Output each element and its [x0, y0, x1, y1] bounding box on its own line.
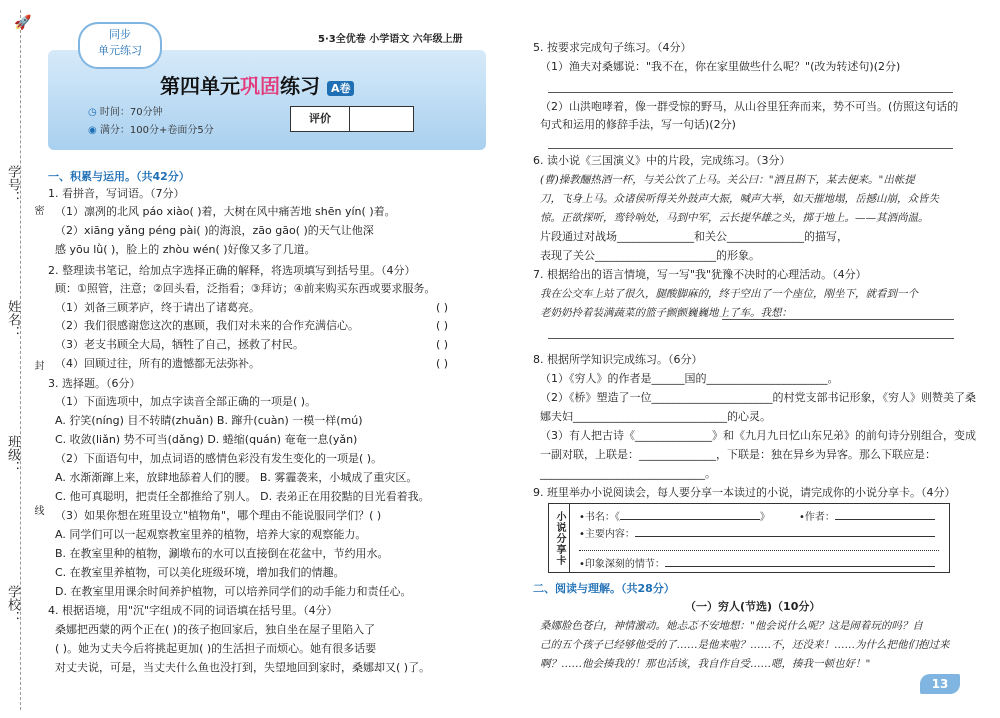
novel-share-card — [548, 503, 950, 573]
q5-1-stem: （1）渔夫对桑娜说："我不在，你在家里做些什么呢？"(改为转述句)(2分) — [540, 60, 901, 73]
score-text: 满分：100分+卷面分5分 — [99, 125, 214, 136]
q3-2-stem: （2）下面语句中，加点词语的感情色彩没有发生变化的一项是( )。 — [55, 452, 383, 465]
q7-title: 7. 根据给出的语言情境，写一写"我"犹豫不决时的心理活动。（4分） — [533, 268, 867, 281]
q8-3-cont: 一副对联，上联是：______________，下联是：独在异乡为异客。那么下联应是： — [540, 448, 936, 461]
cut-mark-close: 密 — [32, 205, 43, 215]
q2-item-1: （1）刘备三顾茅庐，终于请出了诸葛亮。 — [55, 301, 260, 314]
q8-1: （1）《穷人》的作者是______国的______________________。 — [540, 372, 839, 385]
card-author-label: •作者： — [799, 512, 835, 523]
evaluation-box — [290, 106, 414, 132]
class-label: 班级： — [5, 435, 20, 474]
name-label: 姓名： — [5, 300, 20, 339]
q2-item-4: （4）回顾过往，所有的遗憾都无法弥补。 — [55, 357, 260, 370]
card-author-field[interactable] — [799, 507, 935, 525]
cut-mark-seal: 封 — [32, 360, 43, 370]
reading-title: （一）穷人(节选)（10分） — [685, 600, 821, 613]
q8-2: （2）《桥》塑造了一位______________________的村党支部书记形象，《穷人》则赞美了桑 — [540, 391, 976, 404]
q4-title: 4. 根据语境，用"沉"字组成不同的词语填在括号里。（4分） — [48, 604, 338, 617]
q2-answer-4[interactable]: ( ) — [436, 357, 449, 370]
score-info — [88, 124, 214, 138]
reading-line-3: 啊？……他会揍我的！那也活该，我自作自受……嗯，揍我一顿也好！" — [540, 658, 871, 670]
q4-line-1: 桑娜把西蒙的两个正在( )的孩子抱回家后，独自坐在屋子里陷入了 — [55, 623, 376, 636]
q6-passage-2: 刀，飞身上马。众诸侯听得关外鼓声大振，喊声大举，如天摧地塌，岳撼山崩，众皆失 — [540, 193, 939, 205]
card-plot-label: •印象深刻的情节： — [579, 559, 665, 570]
q2-answer-3[interactable]: ( ) — [436, 338, 449, 351]
q3-3-stem: （3）如果你想在班里设立"植物角"，哪个理由不能说服同学们？( ) — [55, 509, 382, 522]
card-book-label: •书名：《 — [579, 512, 620, 523]
q9-title: 9. 班里举办小说阅读会，每人要分享一本读过的小说，请完成你的小说分享卡。（4分） — [533, 486, 956, 499]
reading-line-1: 桑娜脸色苍白，神情激动。她忐忑不安地想："他会说什么呢？这是闹着玩的吗？自 — [540, 620, 923, 632]
card-content-field[interactable] — [579, 524, 935, 542]
q6-passage-1: (曹)操教酾热酒一杯，与关公饮了上马。关公曰："酒且斟下，某去便来。"出帐提 — [540, 174, 915, 186]
q2-item-2: （2）我们很感谢您这次的惠顾，我们对未来的合作充满信心。 — [55, 319, 359, 332]
q3-3-option-b: B. 在教室里种的植物，涮墩布的水可以直接倒在花盆中，节约用水。 — [55, 547, 389, 560]
q3-2-options-cd: C. 他可真聪明，把责任全都推给了别人。 D. 表弟正在用狡黠的目光看着我。 — [55, 490, 430, 503]
q8-3-answer: ______________________________。 — [540, 467, 716, 480]
card-book-field[interactable] — [579, 507, 770, 525]
q6-question-2: 表现了关公______________________的形象。 — [540, 249, 760, 262]
q3-2-options-ab: A. 水渐渐蹿上来，放肆地舔着人们的腰。 B. 雾霾袭来，小城成了重灾区。 — [55, 471, 418, 484]
q1-line-2: （2）xiāng yǎng péng pài( )的海浪，zāo gāo( )的天气让他深 — [55, 224, 374, 237]
title-suffix: 练习 — [280, 74, 320, 98]
title-tag: A卷 — [327, 81, 355, 96]
q3-3-option-d: D. 在教室里用课余时间养护植物，可以培养同学们的动手能力和责任心。 — [55, 585, 412, 598]
q1-line-1: （1）凛冽的北风 páo xiào( )着，大树在风中痛苦地 shēn yín( )着。 — [55, 205, 396, 218]
q5-2-answer-line[interactable] — [548, 148, 953, 149]
q5-2-stem: （2）山洪咆哮着，像一群受惊的野马，从山谷里狂奔而来，势不可当。(仿照这句话的 — [540, 100, 959, 113]
q6-title: 6. 读小说《三国演义》中的片段，完成练习。（3分） — [533, 154, 791, 167]
q6-passage-3: 惊。正欲探听，鸾铃响处，马到中军，云长提华雄之头，掷于地上。——其酒尚温。 — [540, 212, 929, 224]
title-prefix: 第四单元 — [160, 74, 240, 98]
q7-answer-line-2[interactable] — [548, 338, 954, 339]
q3-3-option-c: C. 在教室里养植物，可以美化班级环境，增加我们的情趣。 — [55, 566, 345, 579]
title-highlight: 巩固 — [240, 74, 280, 98]
q2-definitions: 顾：①照管，注意；②回头看，泛指看；③拜访；④前来购买东西或要求服务。 — [55, 282, 436, 295]
q7-context-2: 老奶奶拎着装满蔬菜的篮子颤颤巍巍地上了车。我想： — [540, 307, 792, 319]
unit-badge: 同步 单元练习 — [78, 22, 162, 69]
q1-title: 1. 看拼音，写词语。（7分） — [48, 187, 185, 200]
page-number: 13 — [931, 677, 949, 691]
q2-item-3: （3）老支书顾全大局，牺牲了自己，拯救了村民。 — [55, 338, 304, 351]
cut-mark-line: 线 — [32, 505, 43, 515]
section-1-heading: 一、积累与运用。（共42分） — [48, 170, 190, 183]
clock-icon: ◷ — [88, 107, 97, 118]
q3-1-options-ab: A. 狞笑(níng) 目不转睛(zhuǎn) B. 蹿升(cuàn) 一模一样(mú) — [55, 414, 363, 427]
section-2-heading: 二、阅读与理解。（共28分） — [533, 582, 675, 595]
q6-question-1: 片段通过对战场______________和关公______________的描写， — [540, 230, 848, 243]
q7-answer-line-1[interactable] — [722, 319, 954, 320]
q7-context-1: 我在公交车上站了很久，腿酸脚麻的，终于空出了一个座位，刚坐下，就看到一个 — [540, 288, 918, 300]
q4-line-2: ( )。她为丈夫今后将挑起更加( )的生活担子而烦心。她有很多话要 — [55, 642, 377, 655]
series-label: 5·3全优卷 小学语文 六年级上册 — [318, 34, 463, 45]
rocket-icon: 🚀 — [14, 15, 32, 31]
reading-line-2: 己的五个孩子已经够他受的了……是他来啦？……不，还没来！……为什么把他们抱过来 — [540, 639, 950, 651]
q2-title: 2. 整理读书笔记，给加点字选择正确的解释，将选项填写到括号里。（4分） — [48, 264, 416, 277]
q3-1-stem: （1）下面选项中，加点字读音全部正确的一项是( )。 — [55, 395, 317, 408]
q3-title: 3. 选择题。（6分） — [48, 377, 141, 390]
evaluation-field[interactable] — [350, 107, 413, 131]
card-book-end: 》 — [759, 512, 770, 523]
card-plot-field[interactable] — [579, 554, 935, 572]
student-id-label: 学号： — [5, 165, 20, 204]
q4-line-3: 对丈夫说，可是，当丈夫什么鱼也没打到，失望地回到家时，桑娜却又( )了。 — [55, 661, 431, 674]
q2-answer-2[interactable]: ( ) — [436, 319, 449, 332]
q2-answer-1[interactable]: ( ) — [436, 301, 449, 314]
card-content-line-2[interactable] — [579, 550, 939, 551]
page-title — [160, 70, 354, 99]
q8-3: （3）有人把古诗《______________》和《九月九日忆山东兄弟》的前句诗分别组合，变成 — [540, 429, 976, 442]
q1-line-3: 感 yōu lǜ( )，脸上的 zhòu wén( )好像又多了几道。 — [55, 243, 316, 256]
q3-3-option-a: A. 同学们可以一起观察教室里养的植物，培养大家的观察能力。 — [55, 528, 367, 541]
q8-2-cont: 娜夫妇____________________________的心灵。 — [540, 410, 771, 423]
q5-1-answer-line[interactable] — [548, 92, 953, 93]
time-text: 时间：70分钟 — [99, 107, 163, 118]
check-icon: ◉ — [88, 125, 97, 136]
school-label: 学校： — [5, 585, 20, 624]
q3-1-options-cd: C. 收敛(liǎn) 势不可当(dǎng) D. 蜷缩(quán) 奄奄一息(yǎn) — [55, 433, 358, 446]
card-content-label: •主要内容： — [579, 529, 635, 540]
card-side-label: 小说分享卡 — [549, 504, 570, 572]
time-info — [88, 106, 163, 120]
q5-2-stem-cont: 句式和运用的修辞手法，写一句话)(2分) — [540, 118, 736, 131]
q8-title: 8. 根据所学知识完成练习。（6分） — [533, 353, 703, 366]
evaluation-label: 评价 — [291, 107, 350, 131]
page-number-badge — [920, 674, 960, 694]
q5-title: 5. 按要求完成句子练习。（4分） — [533, 41, 692, 54]
